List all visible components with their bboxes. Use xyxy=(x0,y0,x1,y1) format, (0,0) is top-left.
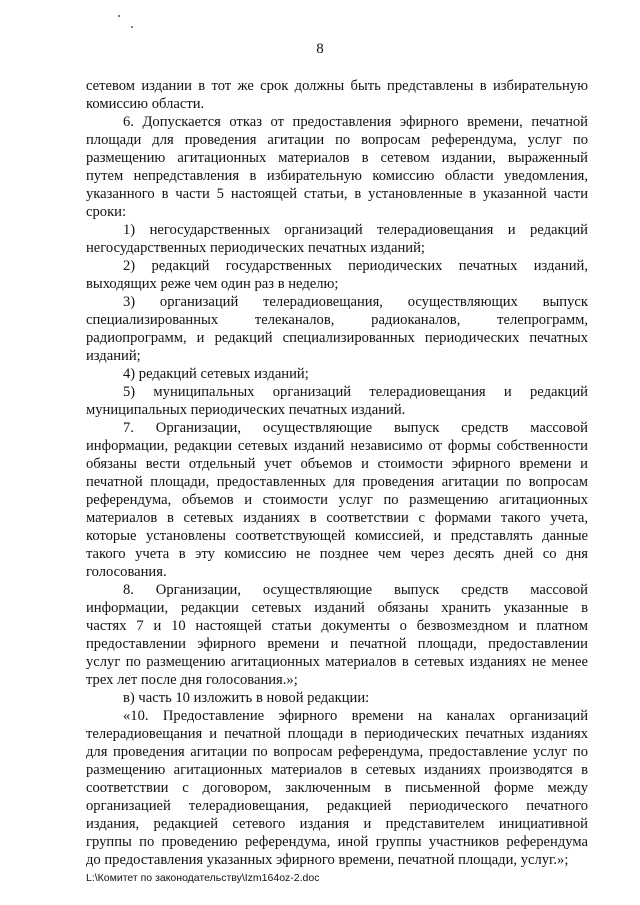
scan-speck xyxy=(131,26,133,28)
text-line: сетевом издании в тот же срок должны быть представлены в избирательную xyxy=(86,78,588,94)
text-line: негосударственных периодических печатных изданий; xyxy=(86,240,425,256)
text-line: услуг по размещению агитационных материалов в сетевых изданиях не менее xyxy=(86,654,588,670)
text-line: изданий; xyxy=(86,348,141,364)
text-line: 7. Организации, осуществляющие выпуск средств массовой xyxy=(123,420,588,436)
text-line: в) часть 10 изложить в новой редакции: xyxy=(123,690,370,706)
text-line: референдума, объемов и стоимости услуг по размещению агитационных xyxy=(86,492,588,508)
text-line: соответствии с договором, заключенным в письменной форме между xyxy=(86,780,588,796)
text-line: площади для проведения агитации по вопросам референдума, услуг по xyxy=(86,132,588,148)
text-line: частях 7 и 10 настоящей статьи документы о безвозмездном и платном xyxy=(86,618,588,634)
text-line: трех лет после дня голосования.»; xyxy=(86,672,298,688)
text-line: 4) редакций сетевых изданий; xyxy=(123,366,309,382)
text-line: 1) негосударственных организаций телерадиовещания и редакций xyxy=(123,222,588,238)
text-line: путем непредставления в избирательную комиссию области уведомления, xyxy=(86,168,588,184)
text-line: размещению агитационных материалов в сетевых изданиях производятся в xyxy=(86,762,588,778)
text-line: радиопрограмм, и редакций специализированных периодических печатных xyxy=(86,330,588,346)
text-line: комиссию области. xyxy=(86,96,205,112)
text-line: муниципальных периодических печатных изданий. xyxy=(86,402,406,418)
text-line: размещению агитационных материалов в сетевом издании, выраженный xyxy=(86,150,588,166)
text-line: до предоставления указанных эфирного времени, печатной площади, услуг.»; xyxy=(86,852,569,868)
text-line: «10. Предоставление эфирного времени на каналах организаций xyxy=(123,708,588,724)
text-line: 2) редакций государственных периодических печатных изданий, xyxy=(123,258,588,274)
text-line: группы по проведению референдума, иной группы участников референдума xyxy=(86,834,588,850)
text-line: специализированных телеканалов, радиоканалов, телепрограмм, xyxy=(86,312,588,328)
page-number: 8 xyxy=(316,41,324,57)
text-line: для проведения агитации по вопросам референдума, предоставление услуг по xyxy=(86,744,588,760)
text-line: сроки: xyxy=(86,204,127,220)
text-line: материалов в сетевых изданиях в соответствии с формами такого учета, xyxy=(86,510,588,526)
file-path-footer: L:\Комитет по законодательству\Izm164oz-2.doc xyxy=(86,872,320,884)
text-line: такого учета в эту комиссию не позднее чем через десять дней со дня xyxy=(86,546,588,562)
text-line: указанного в части 5 настоящей статьи, в установленные в указанной части xyxy=(86,186,588,202)
text-line: предоставлении эфирного времени и печатной площади, предоставлении xyxy=(86,636,588,652)
text-line: обязаны вести отдельный учет объемов и стоимости эфирного времени и xyxy=(86,456,588,472)
text-line: 3) организаций телерадиовещания, осуществляющих выпуск xyxy=(123,294,588,310)
text-line: голосования. xyxy=(86,564,167,580)
text-line: информации, редакции сетевых изданий независимо от формы собственности xyxy=(86,438,588,454)
scan-speck xyxy=(118,15,120,17)
text-line: печатной площади, предоставленных для проведения агитации по вопросам xyxy=(86,474,588,490)
text-line: телерадиовещания и печатной площади в периодических печатных изданиях xyxy=(86,726,588,742)
text-line: 5) муниципальных организаций телерадиовещания и редакций xyxy=(123,384,588,400)
text-line: 8. Организации, осуществляющие выпуск средств массовой xyxy=(123,582,588,598)
text-line: информации, редакции сетевых изданий обязаны хранить указанные в xyxy=(86,600,588,616)
text-line: издания, редакцией сетевого издания и представителем инициативной xyxy=(86,816,588,832)
text-line: 6. Допускается отказ от предоставления эфирного времени, печатной xyxy=(123,114,588,130)
text-line: которые установлены соответствующей комиссией, и представлять данные xyxy=(86,528,588,544)
text-line: организацией телерадиовещания, редакцией периодического печатного xyxy=(86,798,588,814)
text-line: выходящих реже чем один раз в неделю; xyxy=(86,276,339,292)
